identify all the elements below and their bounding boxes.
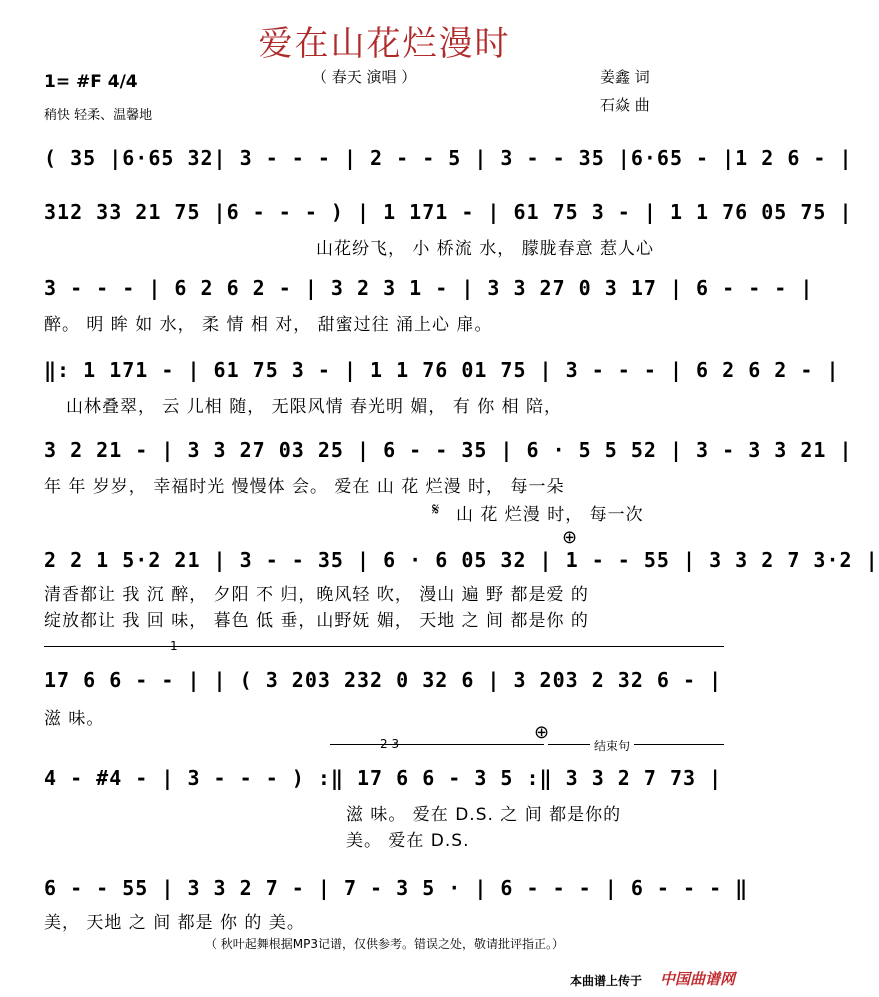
volta-bracket-line: [44, 646, 724, 647]
lyrics-row-5a: 年 年 岁岁， 幸福时光 慢慢体 会。 爱在 山 花 烂漫 时， 每一朵: [44, 477, 565, 497]
upload-note: 本曲谱上传于: [570, 974, 643, 988]
lyricist-credit: 姜鑫 词: [600, 68, 650, 86]
key-signature: 1= #F 4/4: [44, 72, 138, 92]
score-notes-row-1: ( 35 |6·65 32| 3 - - - | 2 - - 5 | 3 - - 35 |6·65 - |1 2 6 - |: [44, 146, 853, 170]
volta-23-line: [330, 744, 544, 745]
lyrics-row-3: 醉。 明 眸 如 水， 柔 情 相 对， 甜蜜过往 涌上心 扉。: [44, 315, 493, 335]
volta-mark: 1: [170, 639, 178, 653]
score-title: 爱在山花烂漫时: [258, 24, 511, 64]
coda-symbol: ⊕: [562, 527, 578, 548]
score-notes-row-5: 3 2 21 - | 3 3 27 03 25 | 6 - - 35 | 6 · 5 5 52 | 3 - 3 3 21 |: [44, 438, 853, 462]
transcriber-note: （ 秋叶起舞根据MP3记谱，仅供参考。错误之处，敬请批评指正。）: [204, 937, 565, 951]
score-notes-row-4: ‖: 1 171 - | 61 75 3 - | 1 1 76 01 75 | 3 - - - | 6 2 6 2 - |: [44, 358, 840, 382]
tempo-marking: 稍快 轻柔、温馨地: [44, 108, 153, 123]
lyrics-row-5b: 山 花 烂漫 时， 每一次: [456, 505, 644, 525]
score-notes-row-6: 2 2 1 5·2 21 | 3 - - 35 | 6 · 6 05 32 | 1 - - 55 | 3 3 2 7 3·2 |: [44, 548, 879, 572]
coda-symbol-2: ⊕: [534, 722, 550, 743]
lyrics-row-8a: 滋 味。 爱在 D.S. 之 间 都是你的: [346, 805, 622, 825]
lyrics-row-4: 山林叠翠， 云 儿相 随， 无限风情 春光明 媚， 有 你 相 陪，: [66, 397, 563, 417]
composer-credit: 石焱 曲: [600, 96, 650, 114]
segno-symbol: 𝄋: [432, 500, 440, 520]
score-notes-row-7: 17 6 6 - - | | ( 3 203 232 0 32 6 | 3 203 2 32 6 - |: [44, 668, 723, 692]
score-notes-row-8: 4 - #4 - | 3 - - - ) :‖ 17 6 6 - 3 5 :‖ 3 3 2 7 73 |: [44, 766, 723, 790]
site-logo: 中国曲谱网: [660, 970, 736, 988]
lyrics-row-2: 山花纷飞， 小 桥流 水， 朦胧春意 惹人心: [316, 239, 655, 259]
volta-23-label: 2 3: [380, 737, 400, 751]
singer-credit: （ 春天 演唱 ）: [312, 68, 417, 86]
score-notes-row-3: 3 - - - | 6 2 6 2 - | 3 2 3 1 - | 3 3 27 0 3 17 | 6 - - - |: [44, 276, 814, 300]
lyrics-row-8b: 美。 爱在 D.S.: [346, 831, 470, 851]
lyrics-row-6b: 绽放都让 我 回 味， 暮色 低 垂，山野妩 媚， 天地 之 间 都是你 的: [44, 611, 589, 631]
lyrics-row-9: 美， 天地 之 间 都是 你 的 美。: [44, 913, 305, 933]
score-notes-row-2: 312 33 21 75 |6 - - - ) | 1 171 - | 61 75 3 - | 1 1 76 05 75 |: [44, 200, 853, 224]
lyrics-row-7: 滋 味。: [44, 709, 105, 729]
score-notes-row-9: 6 - - 55 | 3 3 2 7 - | 7 - 3 5 · | 6 - - - | 6 - - - ‖: [44, 876, 749, 900]
ending-bracket-line: [548, 744, 724, 745]
ending-label: 结束句: [590, 737, 634, 754]
lyrics-row-6a: 清香都让 我 沉 醉， 夕阳 不 归，晚风轻 吹， 漫山 遍 野 都是爱 的: [44, 585, 589, 605]
